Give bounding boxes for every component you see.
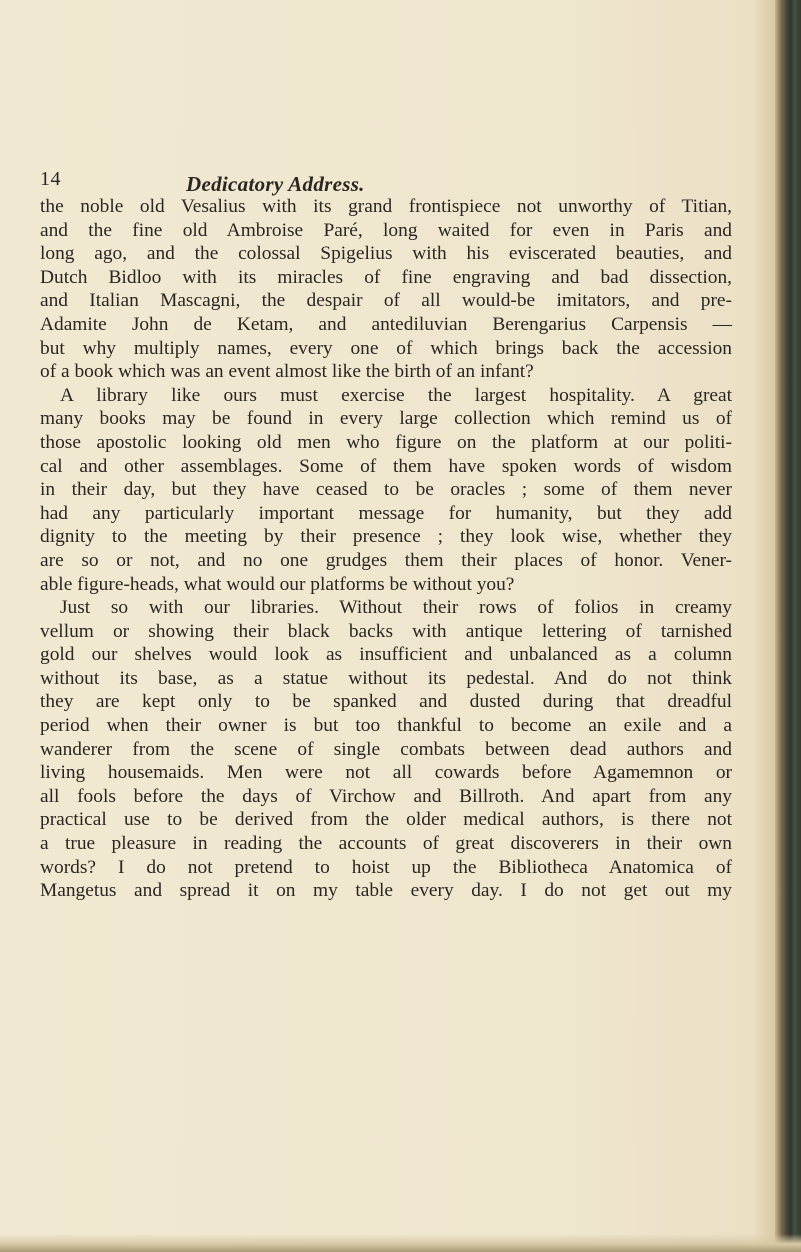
text-line: dignity to the meeting by their presence ; they look wise, whether they — [40, 526, 732, 548]
text-line: living housemaids. Men were not all cowards before Agamemnon or — [40, 762, 732, 784]
text-line: and the fine old Ambroise Paré, long waited for even in Paris and — [40, 219, 732, 241]
running-title: Dedicatory Address. — [186, 172, 365, 196]
text-line: vellum or showing their black backs with antique lettering of tarnished — [40, 620, 732, 642]
text-line: all fools before the days of Virchow and Billroth. And apart from any — [40, 785, 732, 807]
text-line: period when their owner is but too thankful to become an exile and a — [40, 715, 732, 737]
body-text — [40, 195, 732, 903]
text-line: those apostolic looking old men who figure on the platform at our politi- — [40, 431, 732, 453]
text-line: a true pleasure in reading the accounts of great discoverers in their own — [40, 833, 732, 855]
page-number: 14 — [40, 168, 61, 190]
page-bottom-edge — [0, 1234, 801, 1252]
text-line: long ago, and the colossal Spigelius with his eviscerated beauties, and — [40, 243, 732, 265]
text-line: but why multiply names, every one of which brings back the accession — [40, 337, 732, 359]
text-line: in their day, but they have ceased to be oracles ; some of them never — [40, 479, 732, 501]
text-line: words? I do not pretend to hoist up the Bibliotheca Anatomica of — [40, 856, 732, 878]
text-line: Mangetus and spread it on my table every day. I do not get out my — [40, 880, 732, 902]
text-line: gold our shelves would look as insufficient and unbalanced as a column — [40, 644, 732, 666]
text-line: wanderer from the scene of single combats between dead authors and — [40, 738, 732, 760]
text-line: able figure-heads, what would our platforms be without you? — [40, 573, 515, 595]
text-line: A library like ours must exercise the largest hospitality. A great — [60, 384, 732, 406]
text-line: had any particularly important message for humanity, but they add — [40, 502, 732, 524]
text-line: Just so with our libraries. Without their rows of folios in creamy — [60, 597, 732, 619]
text-line: and Italian Mascagni, the despair of all would-be imitators, and pre- — [40, 290, 732, 312]
text-line: they are kept only to be spanked and dusted during that dreadful — [40, 691, 732, 713]
text-line: practical use to be derived from the older medical authors, is there not — [40, 809, 732, 831]
text-line: many books may be found in every large collection which remind us of — [40, 408, 732, 430]
text-line: of a book which was an event almost like the birth of an infant? — [40, 361, 534, 383]
book-binding-edge — [775, 0, 801, 1252]
text-line: Adamite John de Ketam, and antediluvian Berengarius Carpensis — — [40, 313, 732, 335]
page-header — [40, 160, 720, 200]
text-line: Dutch Bidloo with its miracles of fine engraving and bad dissection, — [40, 266, 732, 288]
text-line: the noble old Vesalius with its grand frontispiece not unworthy of Titian, — [40, 196, 732, 217]
text-line: are so or not, and no one grudges them their places of honor. Vener- — [40, 549, 732, 571]
text-line: cal and other assemblages. Some of them have spoken words of wisdom — [40, 455, 732, 477]
text-line: without its base, as a statue without its pedestal. And do not think — [40, 667, 732, 689]
